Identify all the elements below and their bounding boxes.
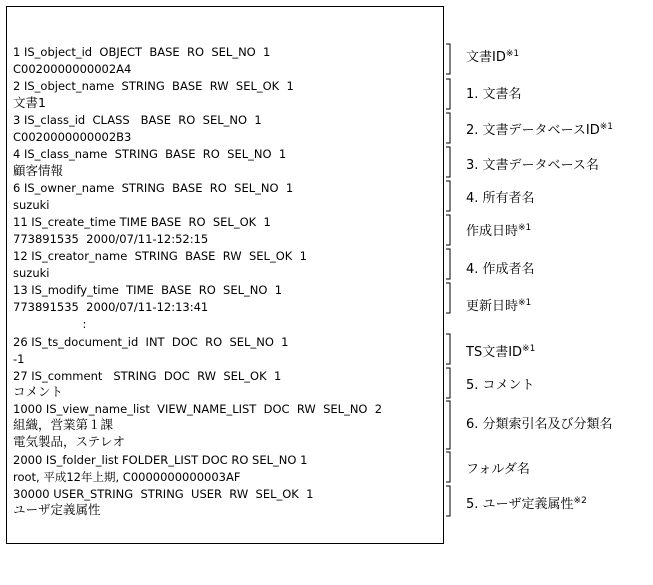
brace xyxy=(446,112,454,144)
brace xyxy=(446,78,454,110)
annotation-docbase-name: 3. 文書データベース名 xyxy=(466,158,599,173)
listing-line: 26 IS_ts_document_id INT DOC RO SEL_NO 1 xyxy=(13,335,289,349)
listing-line: suzuki xyxy=(13,266,50,280)
annotation-owner-name: 4. 所有者名 xyxy=(466,191,535,206)
listing-line: 2 IS_object_name STRING BASE RW SEL_OK 1 xyxy=(13,79,294,93)
listing-line: : xyxy=(13,317,87,331)
annotation-comment: 5. コメント xyxy=(466,378,535,393)
annotation-creator-name: 4. 作成者名 xyxy=(466,262,535,277)
listing-line: 2000 IS_folder_list FOLDER_LIST DOC RO SEL_NO 1 xyxy=(13,453,308,467)
listing-line: 12 IS_creator_name STRING BASE RW SEL_OK 1 xyxy=(13,249,307,263)
annotation-create-time: 作成日時$^{※1}$ xyxy=(466,223,532,239)
listing-line: コメント xyxy=(13,384,64,399)
annotation-folder-name: フォルダ名 xyxy=(466,462,530,477)
listing-line: root, 平成12年上期, C0000000000003AF xyxy=(13,470,241,484)
listing-line: 組織，営業第１課 xyxy=(13,417,114,432)
listing-line: 顧客情報 xyxy=(13,163,64,178)
listing-line: 11 IS_create_time TIME BASE RO SEL_OK 1 xyxy=(13,215,271,229)
annotation-document-name: 1. 文書名 xyxy=(466,87,522,102)
listing-line: suzuki xyxy=(13,198,50,212)
brace xyxy=(446,451,454,483)
brace xyxy=(446,180,454,212)
listing-line: C0020000000002A4 xyxy=(13,62,132,76)
listing-line: 30000 USER_STRING STRING USER RW SEL_OK 1 xyxy=(13,487,314,501)
brace xyxy=(446,485,454,517)
brace xyxy=(446,43,454,75)
listing-line: 773891535 2000/07/11-12:52:15 xyxy=(13,232,209,246)
listing-line: 6 IS_owner_name STRING BASE RO SEL_NO 1 xyxy=(13,181,294,195)
brace xyxy=(446,214,454,246)
annotation-user-attribute: 5. ユーザ定義属性$^{※2}$ xyxy=(466,496,587,512)
listing-line: 文書1 xyxy=(13,95,46,110)
listing-line: 1000 IS_view_name_list VIEW_NAME_LIST DOC RW SEL_NO 2 xyxy=(13,402,383,416)
listing-line: 773891535 2000/07/11-12:13:41 xyxy=(13,300,209,314)
brace xyxy=(446,146,454,178)
listing-line: 13 IS_modify_time TIME BASE RO SEL_NO 1 xyxy=(13,283,283,297)
listing-line: 1 IS_object_id OBJECT BASE RO SEL_NO 1 xyxy=(13,45,271,59)
listing-line: 3 IS_class_id CLASS BASE RO SEL_NO 1 xyxy=(13,113,262,127)
brace xyxy=(446,248,454,280)
annotation-docbase-id: 2. 文書データベースID$^{※1}$ xyxy=(466,122,614,138)
annotation-classification: 6. 分類索引名及び分類名 xyxy=(466,417,613,432)
listing-line: 電気製品，ステレオ xyxy=(13,434,126,449)
listing-line: ユーザ定義属性 xyxy=(13,502,101,517)
listing-line: C0020000000002B3 xyxy=(13,130,132,144)
brace xyxy=(446,282,454,314)
brace xyxy=(446,333,454,365)
annotation-ts-document-id: TS文書ID$^{※1}$ xyxy=(466,344,536,360)
brace xyxy=(446,400,454,450)
listing-line: 4 IS_class_name STRING BASE RO SEL_NO 1 xyxy=(13,147,287,161)
listing-line: -1 xyxy=(13,352,25,366)
brace xyxy=(446,367,454,399)
listing-line: 27 IS_comment STRING DOC RW SEL_OK 1 xyxy=(13,369,282,383)
annotation-modify-time: 更新日時$^{※1}$ xyxy=(466,298,532,314)
annotation-document-id: 文書ID$^{※1}$ xyxy=(466,49,520,65)
